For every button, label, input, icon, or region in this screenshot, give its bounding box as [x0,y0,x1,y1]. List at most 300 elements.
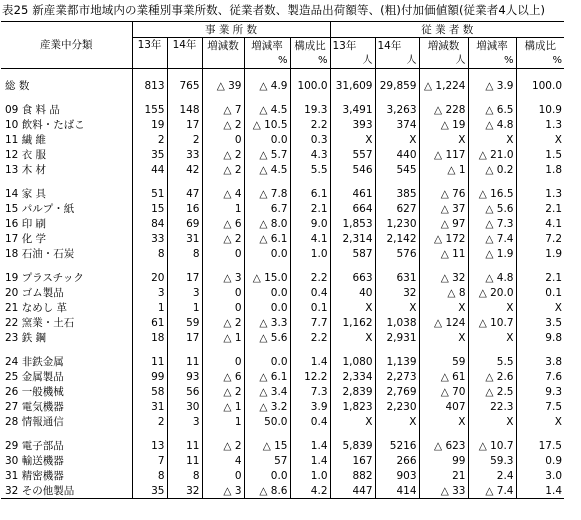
table-cell: 9.8 [516,330,564,345]
table-cell: 31,609 [330,78,375,93]
industry-name: 09 食 料 品 [5,103,60,116]
table-cell: 3.9 [290,399,330,414]
table-cell: 765 [167,78,202,93]
table-cell: △ 117 [419,147,468,162]
table-cell: 7.3 [290,384,330,399]
employees-header: 従 業 者 数 [330,22,564,38]
table-cell: 0 [202,354,244,369]
table-cell: △ 16.5 [468,186,516,201]
table-cell: 0.0 [244,246,290,261]
emp-rate-header: 増減率 [468,38,516,54]
table-cell: △ 5.6 [468,201,516,216]
table-cell: 31 [132,399,167,414]
industry-name: 24 非鉄金属 [5,355,64,368]
table-row [1,231,564,246]
table-cell: 8 [132,246,167,261]
est-rate-header: 増減率 [244,38,290,54]
table-cell: 1.0 [290,246,330,261]
table-cell: X [468,300,516,315]
table-cell: △ 4 [202,186,244,201]
table-cell: 51 [132,186,167,201]
table-row [1,453,564,468]
table-row [1,162,564,177]
table-cell: 813 [132,78,167,93]
table-cell: △ 7.8 [244,186,290,201]
table-cell: △ 10.7 [468,438,516,453]
table-cell: 16 [167,201,202,216]
table-cell: X [330,414,375,429]
emp-share-unit: % [516,53,564,69]
table-cell: 8 [167,246,202,261]
table-cell: △ 8 [419,285,468,300]
table-cell: △ 15 [244,438,290,453]
table-cell: 1 [202,201,244,216]
table-cell: 0.3 [290,132,330,147]
table-row [1,300,564,315]
table-cell: △ 1,224 [419,78,468,93]
est-change-header: 増減数 [202,38,244,54]
table-cell: X [419,330,468,345]
table-cell: 3,491 [330,102,375,117]
table-cell: 664 [330,201,375,216]
table-cell: 69 [167,216,202,231]
table-cell: △ 7.3 [468,216,516,231]
table-cell: 1,139 [375,354,419,369]
table-cell: △ 1 [202,399,244,414]
table-cell: 18 [132,330,167,345]
table-cell: 1 [167,300,202,315]
table-cell: 5.5 [290,162,330,177]
table-cell: 407 [419,399,468,414]
table-cell: 9.3 [516,384,564,399]
table-cell: 631 [375,270,419,285]
table-cell: 2.2 [290,117,330,132]
table-cell: △ 6.1 [244,231,290,246]
table-cell: 50.0 [244,414,290,429]
table-cell: 58 [132,384,167,399]
table-cell: △ 3.9 [468,78,516,93]
table-cell: △ 172 [419,231,468,246]
table-cell: X [330,330,375,345]
table-cell: 13 [132,438,167,453]
table-cell: 2,334 [330,369,375,384]
industry-name: 14 家 具 [5,187,47,200]
table-cell: 587 [330,246,375,261]
table-cell: 10.9 [516,102,564,117]
table-cell: 2,839 [330,384,375,399]
table-cell: 1,080 [330,354,375,369]
est-rate-unit: % [244,53,290,69]
table-cell: △ 2.5 [468,384,516,399]
table-cell: 99 [132,369,167,384]
table-cell: △ 3 [202,270,244,285]
table-cell: 0 [202,285,244,300]
emp-y14-header: 14年 [375,38,419,54]
table-row [1,117,564,132]
industry-name: 31 精密機器 [5,469,64,482]
table-cell: X [375,132,419,147]
table-cell: △ 19 [419,117,468,132]
table-cell: △ 7 [202,102,244,117]
table-cell: △ 1 [202,330,244,345]
industry-name: 30 輸送機器 [5,454,64,467]
table-cell: △ 4.5 [244,102,290,117]
table-cell: 19 [132,117,167,132]
emp-rate-unit: % [468,53,516,69]
table-cell: 0 [202,300,244,315]
table-cell: 545 [375,162,419,177]
table-cell: 1,853 [330,216,375,231]
table-cell: 2.2 [290,330,330,345]
table-cell: △ 6.1 [244,369,290,384]
table-cell: 0.1 [516,285,564,300]
table-cell: 21 [419,468,468,483]
table-cell: 1.4 [516,483,564,499]
table-cell: △ 2 [202,438,244,453]
table-cell: △ 15.0 [244,270,290,285]
table-cell: 47 [167,186,202,201]
table-cell: △ 1.9 [468,246,516,261]
table-cell: 3 [167,285,202,300]
table-cell: △ 20.0 [468,285,516,300]
table-cell: X [516,414,564,429]
table-cell: 33 [167,147,202,162]
table-cell: 15 [132,201,167,216]
table-row [1,270,564,285]
table-cell: 40 [330,285,375,300]
table-cell: 1,823 [330,399,375,414]
table-cell: 882 [330,468,375,483]
table-cell: △ 8.6 [244,483,290,499]
table-cell: 0 [202,246,244,261]
table-row [1,216,564,231]
table-cell: 1,162 [330,315,375,330]
table-cell: 17 [167,270,202,285]
table-cell: 2,142 [375,231,419,246]
industry-name: 18 石油・石炭 [5,247,75,260]
table-cell: 1.4 [290,438,330,453]
industry-name: 26 一般機械 [5,385,64,398]
table-cell: X [516,300,564,315]
table-cell: △ 32 [419,270,468,285]
industry-name: 12 衣 服 [5,148,47,161]
industry-name: 13 木 材 [5,163,47,176]
table-cell: 42 [167,162,202,177]
table-cell: 6.7 [244,201,290,216]
table-cell: 0.4 [290,414,330,429]
table-cell: X [330,132,375,147]
industry-name: 32 その他製品 [1,483,132,499]
table-cell: △ 7.4 [468,483,516,499]
table-row [1,354,564,369]
table-row [1,102,564,117]
table-cell: 1.4 [290,354,330,369]
table-cell: 0.1 [290,300,330,315]
table-cell: 2 [132,414,167,429]
est-y13-header: 13年 [132,38,167,69]
industry-name: 21 なめし 革 [5,301,68,314]
table-cell: 1.4 [290,453,330,468]
table-cell: △ 76 [419,186,468,201]
table-cell: 7.2 [516,231,564,246]
industry-name: 15 パルプ・紙 [5,202,75,215]
industry-name: 29 電子部品 [5,439,64,452]
table-cell: 61 [132,315,167,330]
table-cell: 17.5 [516,438,564,453]
table-cell: △ 2 [202,147,244,162]
table-row [1,285,564,300]
table-row [1,246,564,261]
table-cell: 155 [132,102,167,117]
table-cell: 414 [375,483,419,499]
table-cell: 557 [330,147,375,162]
table-cell: 7.6 [516,369,564,384]
table-cell: 0.9 [516,453,564,468]
table-cell: 1 [132,300,167,315]
table-cell: 5216 [375,438,419,453]
table-cell: 100.0 [290,78,330,93]
table-cell: 1 [202,414,244,429]
table-cell: 1.5 [516,147,564,162]
table-cell: 1.0 [290,468,330,483]
table-cell: △ 4.9 [244,78,290,93]
table-cell: 4.1 [290,231,330,246]
table-cell: 19.3 [290,102,330,117]
table-cell: △ 3.3 [244,315,290,330]
table-cell: 59.3 [468,453,516,468]
table-cell: 2.2 [290,270,330,285]
table-cell: △ 7.4 [468,231,516,246]
table-cell: X [468,132,516,147]
table-cell: 2,769 [375,384,419,399]
industry-name: 28 情報通信 [5,415,64,428]
table-row [1,483,564,499]
table-cell: △ 0.2 [468,162,516,177]
table-cell: △ 2 [202,162,244,177]
table-cell: 2,931 [375,330,419,345]
table-cell: △ 61 [419,369,468,384]
table-title: 表25 新産業都市地域内の業種別事業所数、従業者数、製造品出荷額等、(粗)付加価値額(従業者4人以上) [2,3,546,17]
table-cell: 1.8 [516,162,564,177]
table-cell: △ 11 [419,246,468,261]
table-cell: 2.1 [516,201,564,216]
table-cell: 3 [167,414,202,429]
industry-name: 11 繊 維 [5,133,47,146]
table-cell: 100.0 [516,78,564,93]
table-cell: △ 3.4 [244,384,290,399]
table-cell: 0.0 [244,468,290,483]
table-cell: △ 2.6 [468,369,516,384]
table-cell: 1.3 [516,117,564,132]
table-cell: X [468,330,516,345]
table-cell: △ 10.5 [244,117,290,132]
table-cell: 9.0 [290,216,330,231]
est-y14-header: 14年 [167,38,202,69]
table-cell: 35 [132,483,167,499]
table-cell: 32 [167,483,202,499]
emp-y13-unit: 人 [330,53,375,69]
table-cell: 11 [167,453,202,468]
table-cell: 7 [132,453,167,468]
table-cell: 0.0 [244,354,290,369]
table-cell: 29,859 [375,78,419,93]
table-cell: 33 [132,231,167,246]
est-share-header: 構成比 [290,38,330,54]
table-cell: △ 39 [202,78,244,93]
table-cell: 148 [167,102,202,117]
table-cell: 2,314 [330,231,375,246]
industry-name: 17 化 学 [5,232,47,245]
table-cell: 663 [330,270,375,285]
table-cell: 1,230 [375,216,419,231]
table-cell: △ 21.0 [468,147,516,162]
table-cell: 167 [330,453,375,468]
table-cell: △ 2 [202,117,244,132]
table-cell: △ 4.8 [468,117,516,132]
table-cell: 22.3 [468,399,516,414]
table-cell: X [419,132,468,147]
table-cell: △ 6 [202,369,244,384]
table-cell: △ 6 [202,216,244,231]
table-row [1,438,564,453]
table-cell: 3 [132,285,167,300]
table-cell: 0.0 [244,300,290,315]
table-cell: X [330,300,375,315]
table-cell: △ 228 [419,102,468,117]
table-cell: 1.9 [516,246,564,261]
table-cell: △ 3 [202,483,244,499]
table-cell: 393 [330,117,375,132]
table-cell: 3.5 [516,315,564,330]
table-row [1,399,564,414]
table-cell: 2.4 [468,468,516,483]
table-cell: X [375,414,419,429]
table-cell: 31 [167,231,202,246]
establishments-header: 事 業 所 数 [132,22,330,38]
table-cell: 0.4 [290,285,330,300]
table-cell: 11 [132,354,167,369]
emp-y13-header: 13年 [330,38,375,54]
table-cell: 84 [132,216,167,231]
statistics-table [1,21,564,499]
table-cell: △ 2 [202,315,244,330]
table-cell: 0 [202,132,244,147]
table-cell: 3.0 [516,468,564,483]
table-cell: △ 97 [419,216,468,231]
table-row [1,369,564,384]
table-cell: 7.7 [290,315,330,330]
table-cell: 99 [419,453,468,468]
table-row [1,315,564,330]
industry-header: 産業中分類 [1,22,132,69]
table-cell: 59 [419,354,468,369]
industry-name: 16 印 刷 [5,217,47,230]
industry-name: 19 プラスチック [5,271,84,284]
table-cell: △ 1 [419,162,468,177]
table-cell: 2,273 [375,369,419,384]
table-cell: 59 [167,315,202,330]
emp-share-header: 構成比 [516,38,564,54]
table-cell: 0.0 [244,285,290,300]
industry-name: 23 鉄 鋼 [5,331,47,344]
emp-change-header: 増減数 [419,38,468,54]
table-cell: 5.5 [468,354,516,369]
table-cell: 440 [375,147,419,162]
table-row [1,78,564,93]
table-cell: 30 [167,399,202,414]
table-cell: 11 [167,354,202,369]
table-row [1,186,564,201]
table-cell: 374 [375,117,419,132]
table-cell: 385 [375,186,419,201]
table-cell: 44 [132,162,167,177]
table-cell: 576 [375,246,419,261]
table-cell: △ 70 [419,384,468,399]
table-row [1,414,564,429]
table-cell: 2 [132,132,167,147]
table-cell: △ 623 [419,438,468,453]
table-cell: 2 [167,132,202,147]
table-cell: 4.2 [290,483,330,499]
table-row [1,330,564,345]
table-row [1,201,564,216]
table-cell: △ 8.0 [244,216,290,231]
table-cell: 4.1 [516,216,564,231]
table-cell: △ 2 [202,231,244,246]
table-cell: △ 37 [419,201,468,216]
emp-change-unit: 人 [419,53,468,69]
table-cell: 3,263 [375,102,419,117]
table-cell: △ 4.8 [468,270,516,285]
table-row [1,468,564,483]
table-cell: △ 124 [419,315,468,330]
table-cell: 461 [330,186,375,201]
table-cell: 4.3 [290,147,330,162]
table-row [1,384,564,399]
table-cell: 11 [167,438,202,453]
table-cell: 903 [375,468,419,483]
table-cell: 447 [330,483,375,499]
table-cell: 2.1 [290,201,330,216]
industry-name: 27 電気機器 [5,400,64,413]
table-cell: X [375,300,419,315]
table-cell: 35 [132,147,167,162]
table-cell: 93 [167,369,202,384]
table-cell: △ 33 [419,483,468,499]
industry-name: 22 窯業・土石 [5,316,75,329]
industry-name: 20 ゴム製品 [5,286,64,299]
table-cell: 1,038 [375,315,419,330]
table-cell: 8 [167,468,202,483]
table-cell: 2,230 [375,399,419,414]
table-cell: 12.2 [290,369,330,384]
table-cell: 0 [202,468,244,483]
table-cell: 266 [375,453,419,468]
table-cell: △ 10.7 [468,315,516,330]
table-cell: △ 4.5 [244,162,290,177]
table-row [1,147,564,162]
table-cell: 17 [167,330,202,345]
table-cell: 4 [202,453,244,468]
table-cell: X [468,414,516,429]
est-share-unit: % [290,53,330,69]
table-cell: X [419,300,468,315]
table-cell: 0.0 [244,132,290,147]
table-cell: 1.3 [516,186,564,201]
table-cell: X [516,132,564,147]
table-cell: 6.1 [290,186,330,201]
table-cell: △ 2 [202,384,244,399]
